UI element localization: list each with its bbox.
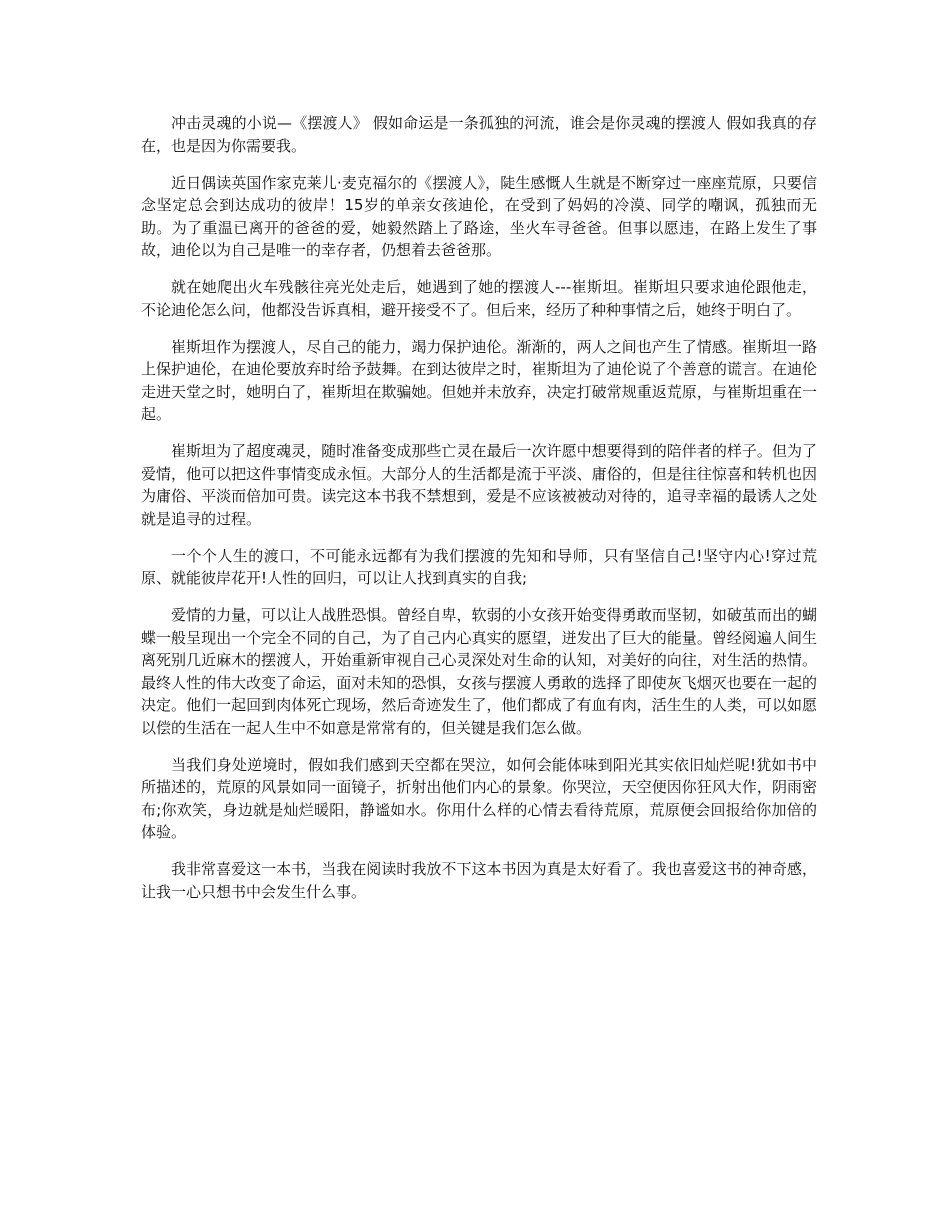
paragraph-adversity: 当我们身处逆境时，假如我们感到天空都在哭泣，如何会能体味到阳光其实依旧灿烂呢!犹如书中所描述的，荒原的风景如同一面镜子，折射出他们内心的景象。你哭泣，天空便因你狂风大作，阴雨密布;你欢笑，身边就是灿烂暖阳，静谧如水。你用什么样的心情去看待荒原，荒原便会回报给你加倍的体验。 (141, 755, 817, 841)
paragraph-self-belief: 一个个人生的渡口，不可能永远都有为我们摆渡的先知和导师，只有坚信自己!坚守内心!穿过荒原、就能彼岸花开!人性的回归，可以让人找到真实的自我; (141, 546, 817, 587)
paragraph-background: 近日偶读英国作家克莱儿·麦克福尔的《摆渡人》，陡生感慨人生就是不断穿过一座座荒原，只要信念坚定总会到达成功的彼岸！15岁的单亲女孩迪伦，在受到了妈妈的冷漠、同学的嘲讽，孤独而无助。为了重温已离开的爸爸的爱，她毅然踏上了路途，坐火车寻爸爸。但事以愿违，在路上发生了事故，迪伦以为自己是唯一的幸存者，仍想着去爸爸那。 (141, 173, 817, 259)
paragraph-reflection: 崔斯坦为了超度魂灵，随时准备变成那些亡灵在最后一次许愿中想要得到的陪伴者的样子。但为了爱情，他可以把这件事情变成永恒。大部分人的生活都是流于平淡、庸俗的，但是往往惊喜和转机也因为庸俗、平淡而倍加可贵。读完这本书我不禁想到，爱是不应该被被动对待的，追寻幸福的最诱人之处就是追寻的过程。 (141, 442, 817, 528)
paragraph-power-of-love: 爱情的力量，可以让人战胜恐惧。曾经自卑，软弱的小女孩开始变得勇敢而坚韧，如破茧而出的蝴蝶一般呈现出一个完全不同的自己，为了自己内心真实的愿望，迸发出了巨大的能量。曾经阅遍人间生离死别几近麻木的摆渡人，开始重新审视自己心灵深处对生命的认知，对美好的向往，对生活的热情。最终人性的伟大改变了命运，面对未知的恐惧，女孩与摆渡人勇敢的选择了即使灰飞烟灭也要在一起的决定。他们一起回到肉体死亡现场，然后奇迹发生了，他们都成了有血有肉，活生生的人类，可以如愿以偿的生活在一起人生中不如意是常常有的，但关键是我们怎么做。 (141, 606, 817, 737)
document-body (141, 112, 817, 918)
paragraph-protection: 崔斯坦作为摆渡人，尽自己的能力，竭力保护迪伦。渐渐的，两人之间也产生了情感。崔斯坦一路上保护迪伦，在迪伦要放弃时给予鼓舞。在到达彼岸之时，崔斯坦为了迪伦说了个善意的谎言。在迪伦走进天堂之时，她明白了，崔斯坦在欺骗她。但她并未放弃，决定打破常规重返荒原，与崔斯坦重在一起。 (141, 337, 817, 423)
paragraph-conclusion: 我非常喜爱这一本书，当我在阅读时我放不下这本书因为真是太好看了。我也喜爱这书的神奇感，让我一心只想书中会发生什么事。 (141, 860, 817, 901)
paragraph-intro: 冲击灵魂的小说—《摆渡人》 假如命运是一条孤独的河流，谁会是你灵魂的摆渡人 假如我真的存在，也是因为你需要我。 (141, 114, 817, 155)
paragraph-meeting-ferryman: 就在她爬出火车残骸往亮光处走后，她遇到了她的摆渡人---崔斯坦。崔斯坦只要求迪伦跟他走，不论迪伦怎么问，他都没告诉真相，避开接受不了。但后来，经历了种种事情之后，她终于明白了。 (141, 278, 817, 319)
